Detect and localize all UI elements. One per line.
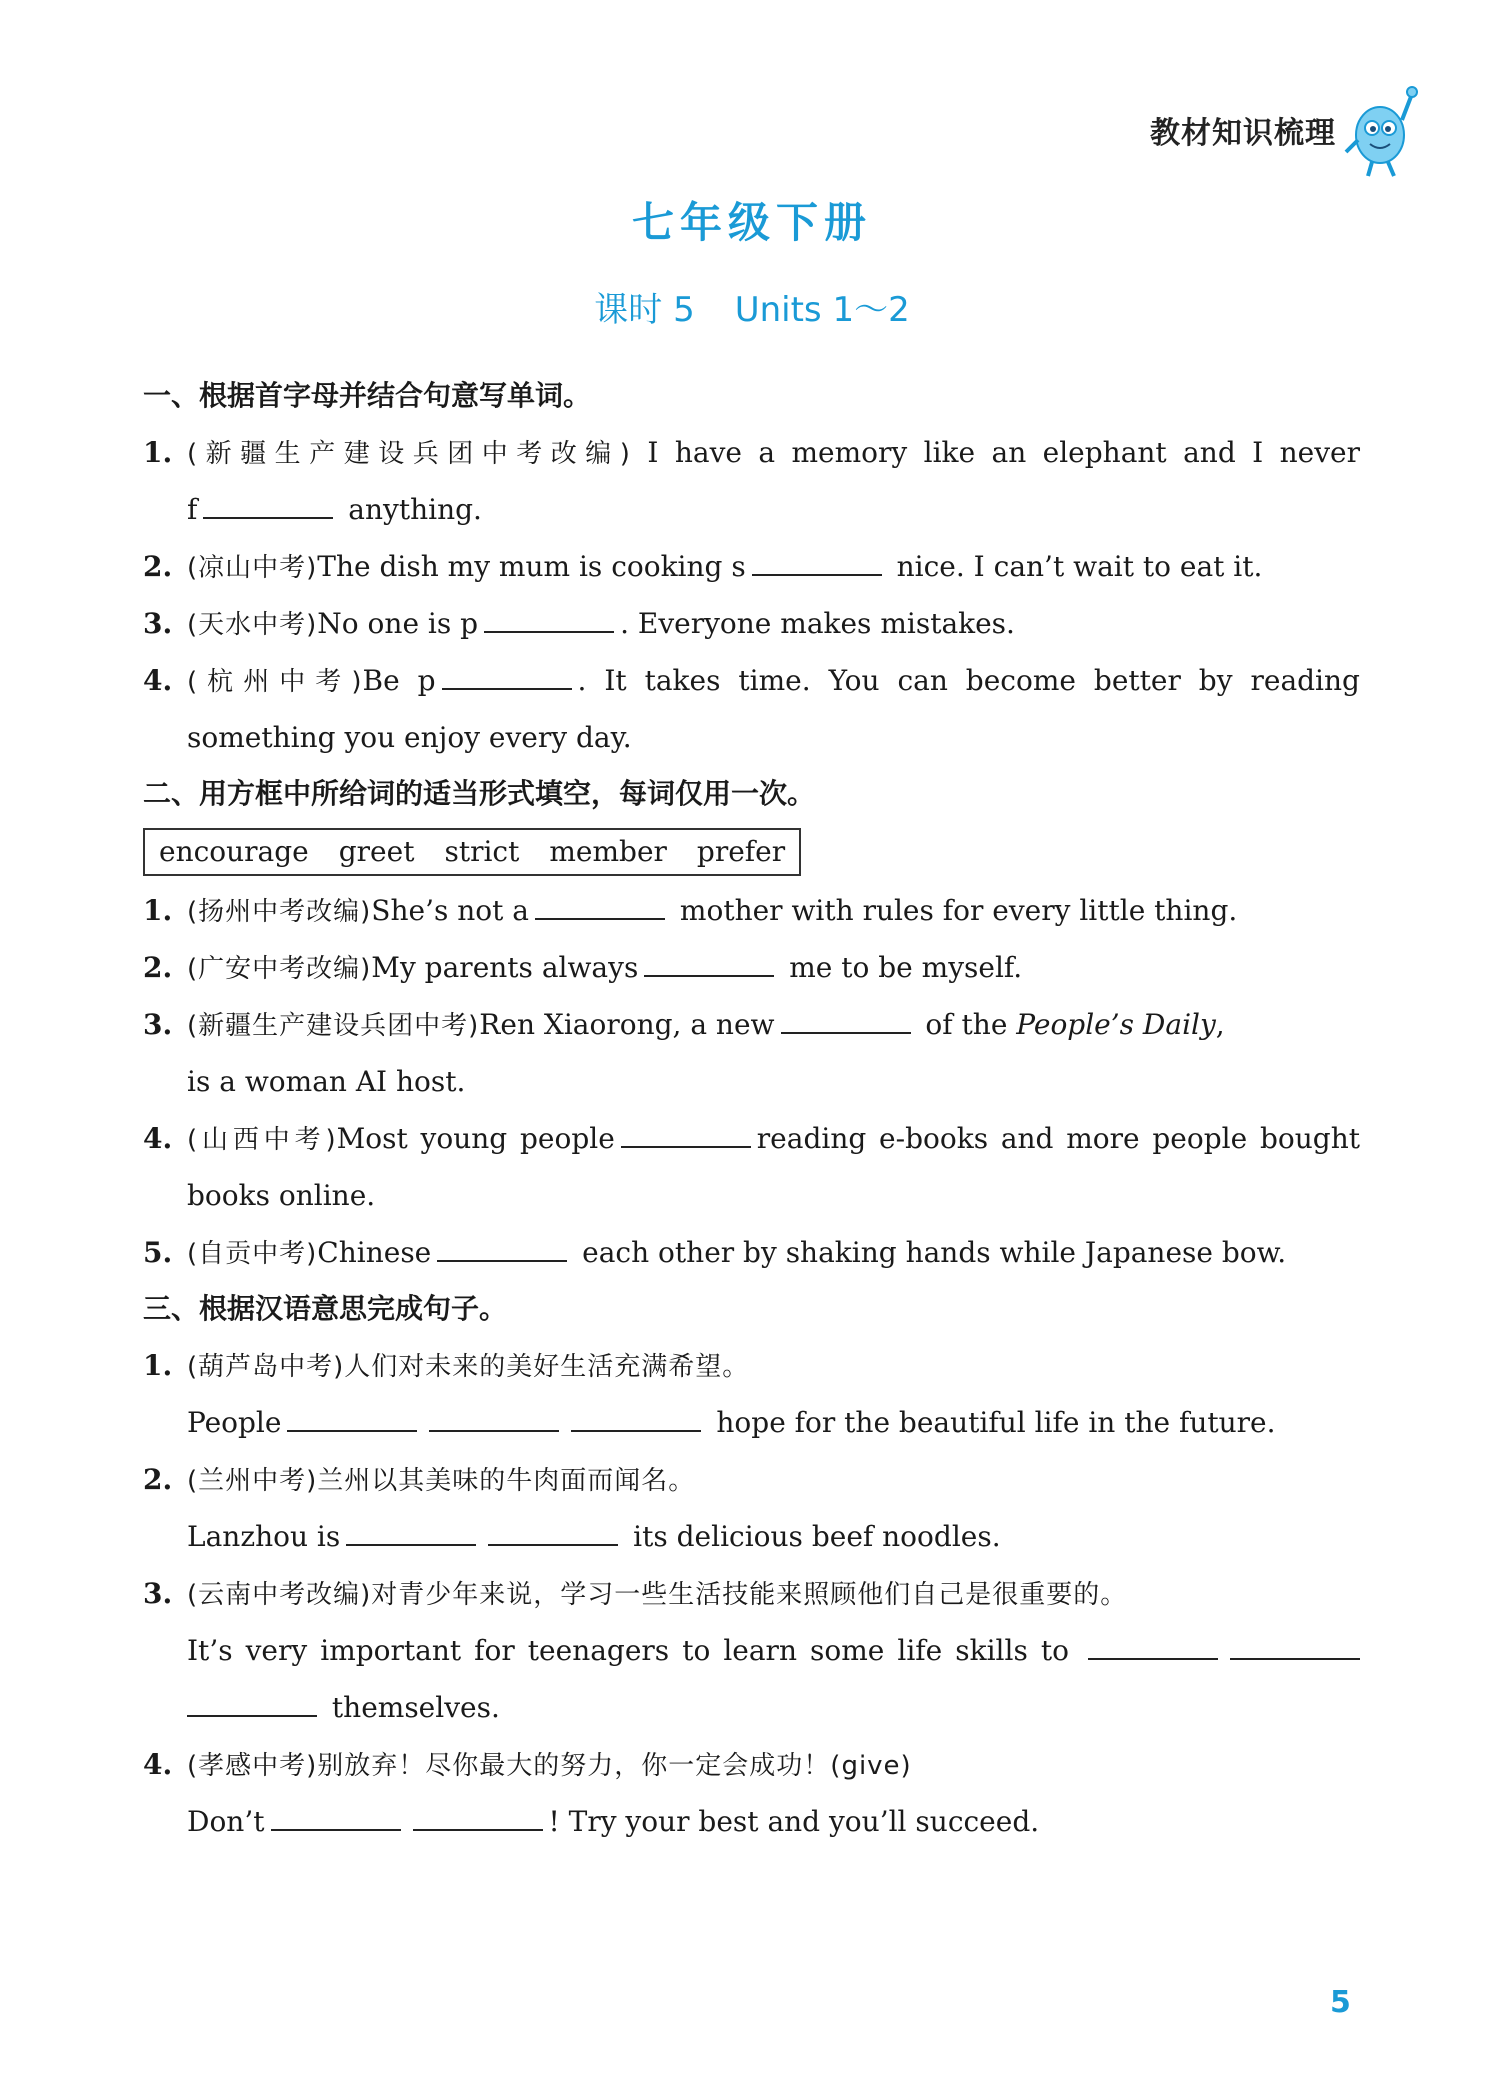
question-continuation (143, 709, 1360, 766)
question-text: I have a memory like an elephant and I never (647, 436, 1361, 469)
question (143, 1565, 1360, 1622)
question-text: It’s very important for teenagers to learn some life skills to (187, 1634, 1069, 1667)
question (143, 424, 1360, 481)
word-bank-item: member (549, 835, 667, 868)
question-number: 2. (143, 550, 173, 583)
question-text: f (187, 493, 198, 526)
question-text: My parents always (371, 951, 639, 984)
question-source: (自贡中考) (187, 1239, 318, 1269)
question-source: (孝感中考) (187, 1751, 318, 1781)
answer-blank[interactable] (1230, 1634, 1360, 1660)
question (143, 939, 1360, 996)
question-continuation (143, 1053, 1360, 1110)
chinese-prompt: 别放弃！尽你最大的努力，你一定会成功！(give) (317, 1751, 912, 1781)
question-text: Chinese (317, 1236, 432, 1269)
question-text: People (187, 1406, 282, 1439)
question-text: its delicious beef noodles. (633, 1520, 1001, 1553)
word-bank-item: prefer (696, 835, 786, 868)
question-text: each other by shaking hands while Japanese bow. (582, 1236, 1287, 1269)
answer-line (143, 1793, 1360, 1850)
word-bank-box (143, 828, 801, 876)
answer-blank[interactable] (644, 951, 774, 977)
page-title: 七年级下册 (631, 198, 872, 247)
question-source: (凉山中考) (187, 553, 318, 583)
question-text: of the (925, 1008, 1008, 1041)
question-text: is a woman AI host. (187, 1065, 466, 1098)
question-text: me to be myself. (789, 951, 1023, 984)
question (143, 1224, 1360, 1281)
answer-blank[interactable] (571, 1406, 701, 1432)
word-bank-item: greet (338, 835, 415, 868)
question-text: . Everyone makes mistakes. (620, 607, 1015, 640)
answer-blank[interactable] (429, 1406, 559, 1432)
header-label: 教材知识梳理 (1150, 116, 1336, 151)
question-continuation (143, 481, 1360, 538)
question (143, 1337, 1360, 1394)
answer-blank[interactable] (287, 1406, 417, 1432)
answer-blank[interactable] (187, 1691, 317, 1717)
section-3-heading: 三、根据汉语意思完成句子。 (143, 1292, 508, 1325)
answer-blank[interactable] (488, 1520, 618, 1546)
question-text: Lanzhou is (187, 1520, 341, 1553)
question-number: 2. (143, 1463, 173, 1496)
question-text: anything. (348, 493, 482, 526)
question-number: 4. (143, 1748, 173, 1781)
answer-blank[interactable] (442, 664, 572, 690)
question-source: (广安中考改编) (187, 954, 372, 984)
question-source: (新疆生产建设兵团中考改编) (187, 439, 631, 469)
word-bank-item: strict (444, 835, 520, 868)
newspaper-title: People’s Daily (1016, 1008, 1216, 1041)
question-number: 2. (143, 951, 173, 984)
question-source: (云南中考改编) (187, 1580, 372, 1610)
answer-blank[interactable] (346, 1520, 476, 1546)
question-number: 3. (143, 1577, 173, 1610)
lesson-number: 课时 5 (594, 290, 695, 330)
question (143, 538, 1360, 595)
answer-blank[interactable] (437, 1236, 567, 1262)
question-source: (兰州中考) (187, 1466, 318, 1496)
answer-line (143, 1622, 1360, 1679)
unit-range: Units 1～2 (734, 290, 910, 330)
question-number: 1. (143, 1349, 173, 1382)
page-number: 5 (1330, 1985, 1351, 2020)
answer-line (143, 1508, 1360, 1565)
question-text: The dish my mum is cooking s (317, 550, 746, 583)
lesson-subtitle (0, 282, 1504, 331)
question-text: mother with rules for every little thing. (679, 894, 1238, 927)
answer-line (143, 1394, 1360, 1451)
chinese-prompt: 人们对未来的美好生活充满希望。 (344, 1352, 750, 1382)
question (143, 1110, 1360, 1167)
question-text: ! Try your best and you’ll succeed. (548, 1805, 1040, 1838)
answer-blank[interactable] (413, 1805, 543, 1831)
answer-blank[interactable] (535, 894, 665, 920)
question-text: , (1215, 1008, 1225, 1041)
question-text: themselves. (331, 1691, 500, 1724)
answer-blank[interactable] (203, 493, 333, 519)
question-number: 1. (143, 436, 173, 469)
question-text: Don’t (187, 1805, 265, 1838)
answer-blank[interactable] (752, 550, 882, 576)
question-source: (山西中考) (187, 1125, 337, 1155)
question-text: . It takes time. You can become better by reading (577, 664, 1360, 697)
question-number: 3. (143, 1008, 173, 1041)
question-number: 1. (143, 894, 173, 927)
section-2-heading: 二、用方框中所给词的适当形式填空，每词仅用一次。 (143, 777, 816, 810)
question-text: Most young people (336, 1122, 615, 1155)
question (143, 595, 1360, 652)
question (143, 1736, 1360, 1793)
question-text: She’s not a (371, 894, 529, 927)
chinese-prompt: 兰州以其美味的牛肉面而闻名。 (317, 1466, 696, 1496)
question-source: (葫芦岛中考) (187, 1352, 345, 1382)
question-source: (天水中考) (187, 610, 318, 640)
question-continuation (143, 1167, 1360, 1224)
answer-blank[interactable] (781, 1008, 911, 1034)
question-number: 4. (143, 664, 173, 697)
question-text: books online. (187, 1179, 376, 1212)
question-number: 4. (143, 1122, 173, 1155)
question-number: 5. (143, 1236, 173, 1269)
word-bank-item: encourage (159, 835, 309, 868)
question-source: (扬州中考改编) (187, 897, 372, 927)
question-source: (新疆生产建设兵团中考) (187, 1011, 480, 1041)
question-number: 3. (143, 607, 173, 640)
answer-line (143, 1679, 1360, 1736)
question (143, 1451, 1360, 1508)
question (143, 996, 1360, 1053)
question-text: Be p (362, 664, 436, 697)
robot-mascot-icon (1340, 80, 1420, 180)
question (143, 882, 1360, 939)
question-text: Ren Xiaorong, a new (479, 1008, 775, 1041)
exercise-content (143, 368, 1360, 1850)
question-text: hope for the beautiful life in the future. (716, 1406, 1276, 1439)
question-text: something you enjoy every day. (187, 721, 632, 754)
question (143, 652, 1360, 709)
question-source: (杭州中考) (187, 667, 363, 697)
answer-blank[interactable] (484, 607, 614, 633)
answer-blank[interactable] (621, 1122, 751, 1148)
answer-blank[interactable] (271, 1805, 401, 1831)
section-1-heading: 一、根据首字母并结合句意写单词。 (143, 379, 592, 412)
chinese-prompt: 对青少年来说，学习一些生活技能来照顾他们自己是很重要的。 (371, 1580, 1128, 1610)
answer-blank[interactable] (1088, 1634, 1218, 1660)
question-text: nice. I can’t wait to eat it. (896, 550, 1263, 583)
question-text: No one is p (317, 607, 479, 640)
question-text: reading e-books and more people bought (756, 1122, 1360, 1155)
